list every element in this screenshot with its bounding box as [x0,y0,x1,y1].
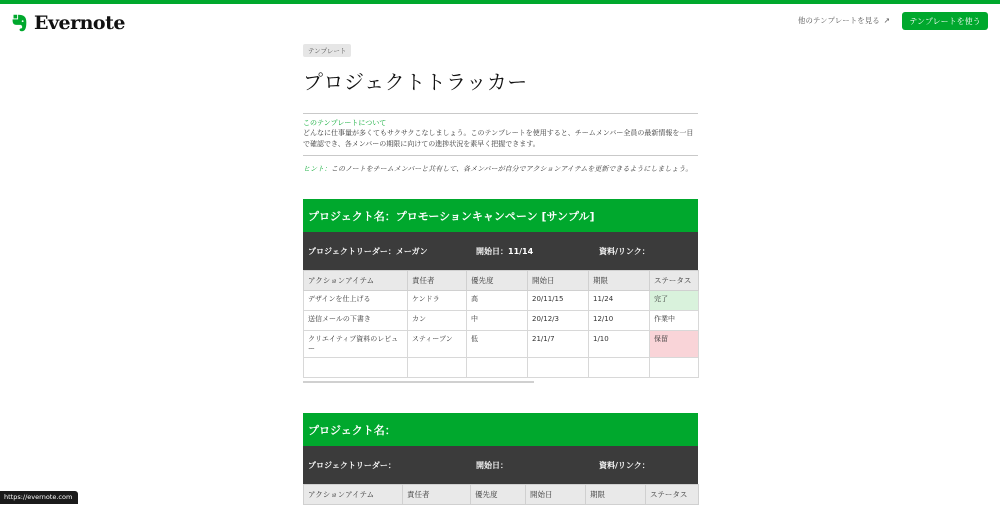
about-section [303,113,698,156]
table-cell[interactable]: 21/1/7 [528,331,589,358]
project-links: 資料/リンク： [599,246,650,256]
project-name: プロジェクト名： [303,413,698,446]
table-row [304,358,699,378]
table-header-row [304,271,699,291]
table-cell[interactable] [408,358,467,378]
evernote-logo[interactable] [8,12,125,34]
about-body: どんなに仕事量が多くてもサクサクこなしましょう。このテンプレートを使用すると、チームメンバー全員の最新情報を一目で確認でき、各メンバーの期限に向けての進捗状況を素早く把握できます。 [303,129,694,148]
template-tag: テンプレート [303,44,351,57]
about-heading: このテンプレートについて [303,119,387,127]
table-row [304,331,699,358]
hint-section [303,164,698,175]
column-header: 期限 [586,485,646,505]
table-cell[interactable]: 11/24 [589,291,650,311]
table-cell[interactable]: デザインを仕上げる [304,291,408,311]
table-cell[interactable] [589,358,650,378]
project-leader: プロジェクトリーダー：メーガン [308,246,428,256]
page-title: プロジェクトトラッカー [303,70,528,94]
table-cell[interactable] [467,358,528,378]
status-cell-done[interactable]: 完了 [650,291,699,311]
project-meta [303,232,698,270]
status-cell-in-progress[interactable]: 作業中 [650,311,699,331]
column-header: 期限 [589,271,650,291]
project-meta [303,446,698,484]
project-start-date: 開始日：11/14 [476,246,534,256]
column-header: 優先度 [467,271,528,291]
other-templates-link[interactable] [798,15,890,26]
column-header: アクションアイテム [304,485,403,505]
project-card-sample [303,199,698,378]
hint-label: ヒント： [303,165,331,173]
table-cell[interactable]: 1/10 [589,331,650,358]
table-row [304,291,699,311]
column-header: 責任者 [408,271,467,291]
template-content [303,38,698,499]
table-cell[interactable]: 中 [467,311,528,331]
table-cell[interactable]: 20/12/3 [528,311,589,331]
status-cell-on-hold[interactable]: 保留 [650,331,699,358]
table-cell[interactable]: スティーブン [408,331,467,358]
action-items-table [303,270,699,378]
table-cell[interactable] [304,358,408,378]
column-header: 開始日 [526,485,586,505]
use-template-button[interactable]: テンプレートを使う [902,12,988,30]
top-accent-bar [0,0,1000,4]
table-cell[interactable]: 20/11/15 [528,291,589,311]
link-status-bar: https://evernote.com [0,491,78,504]
column-header: 責任者 [403,485,471,505]
external-link-icon: ↗ [883,16,890,25]
table-row [304,311,699,331]
table-cell[interactable]: 送信メールの下書き [304,311,408,331]
project-card-blank [303,413,698,505]
table-scrollbar[interactable] [303,381,534,383]
elephant-logo-icon [8,12,30,34]
table-cell[interactable]: ケンドラ [408,291,467,311]
table-cell[interactable]: 低 [467,331,528,358]
column-header: アクションアイテム [304,271,408,291]
project-name: プロジェクト名：プロモーションキャンペーン [サンプル] [303,199,698,232]
column-header: 優先度 [471,485,526,505]
table-cell[interactable] [650,358,699,378]
table-cell[interactable]: 高 [467,291,528,311]
column-header: ステータス [646,485,699,505]
table-cell[interactable]: 12/10 [589,311,650,331]
column-header: 開始日 [528,271,589,291]
project-start-date: 開始日： [476,460,508,470]
table-cell[interactable] [528,358,589,378]
table-cell[interactable]: カン [408,311,467,331]
column-header: ステータス [650,271,699,291]
other-templates-label: 他のテンプレートを見る [797,16,880,25]
brand-name: Evernote [34,12,125,34]
project-links: 資料/リンク： [599,460,650,470]
project-leader: プロジェクトリーダー： [308,460,396,470]
table-header-row [304,485,699,505]
hint-body: このノートをチームメンバーと共有して、各メンバーが自分でアクションアイテムを更新できるようにしましょう。 [331,165,693,173]
table-cell[interactable]: クリエイティブ資料のレビュー [304,331,408,358]
action-items-table [303,484,699,505]
